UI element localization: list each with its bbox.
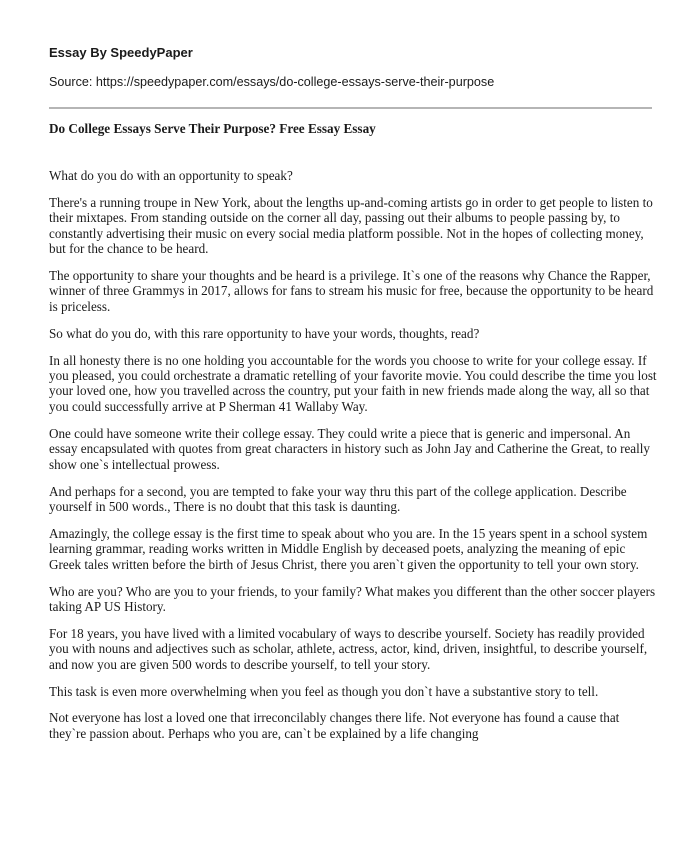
paragraph: There's a running troupe in New York, about the lengths up-and-coming artists go in order to get people to listen to their mixtapes. From standing outside on the corner all day, passing out their albums to people passing by, to constantly advertising their music on every social media platform possible. Not in the hopes of collecting money, but for the chance to be heard.: [49, 194, 653, 257]
paragraph: For 18 years, you have lived with a limited vocabulary of ways to describe yourself. Society has readily provided you with nouns and adjectives such as scholar, athlete, actress, actor, kind, driven, insightful, to describe yourself, and now you are given 500 words to describe yourself, to tell your story.: [49, 625, 648, 672]
essay-title: Do College Essays Serve Their Purpose? Free Essay Essay: [49, 121, 376, 136]
paragraph: One could have someone write their college essay. They could write a piece that is generic and impersonal. An essay encapsulated with quotes from great characters in history such as John Jay and Catherine the Great, to really show one`s intellectual prowess.: [49, 425, 650, 472]
paragraph: And perhaps for a second, you are tempted to fake your way thru this part of the college application. Describe yourself in 500 words., There is no doubt that this task is daunting.: [49, 483, 627, 514]
paragraph: Who are you? Who are you to your friends, to your family? What makes you different than the other soccer players taking AP US History.: [49, 583, 656, 614]
paragraph: This task is even more overwhelming when you feel as though you don`t have a substantive story to tell.: [49, 683, 599, 699]
paragraph: Not everyone has lost a loved one that irreconcilably changes there life. Not everyone has found a cause that they`re passion about. Perhaps who you are, can`t be explained by a life changing: [49, 710, 620, 741]
paragraph: The opportunity to share your thoughts and be heard is a privilege. It`s one of the reasons why Chance the Rapper, winner of three Grammys in 2017, allows for fans to stream his music for free, because the opportunity to be heard is priceless.: [49, 268, 654, 314]
paragraph: In all honesty there is no one holding you accountable for the words you choose to write for your college essay. If you pleased, you could orchestrate a dramatic retelling of your favorite movie. You could describe the time you lost your loved one, how you travelled across the country, put your faith in new friends made along the way, all so that you could successfully arrive at P Sherman 41 Wallaby Way.: [49, 352, 657, 414]
site-title: Essay By SpeedyPaper: [49, 45, 193, 60]
source-line: Source: https://speedypaper.com/essays/do-college-essays-serve-their-purpose: [49, 75, 495, 89]
paragraph: So what do you do, with this rare opportunity to have your words, thoughts, read?: [49, 325, 480, 341]
paragraph: What do you do with an opportunity to speak?: [49, 168, 293, 183]
paragraph: Amazingly, the college essay is the first time to speak about who you are. In the 15 years spent in a school system learning grammar, reading works written in Middle English by deceased poets, analyzing the meaning of epic Greek tales written before the birth of Jesus Christ, there you aren`t given the opportunity to tell your own story.: [49, 525, 648, 572]
header-divider: [49, 107, 652, 109]
essay-body: [49, 168, 657, 753]
